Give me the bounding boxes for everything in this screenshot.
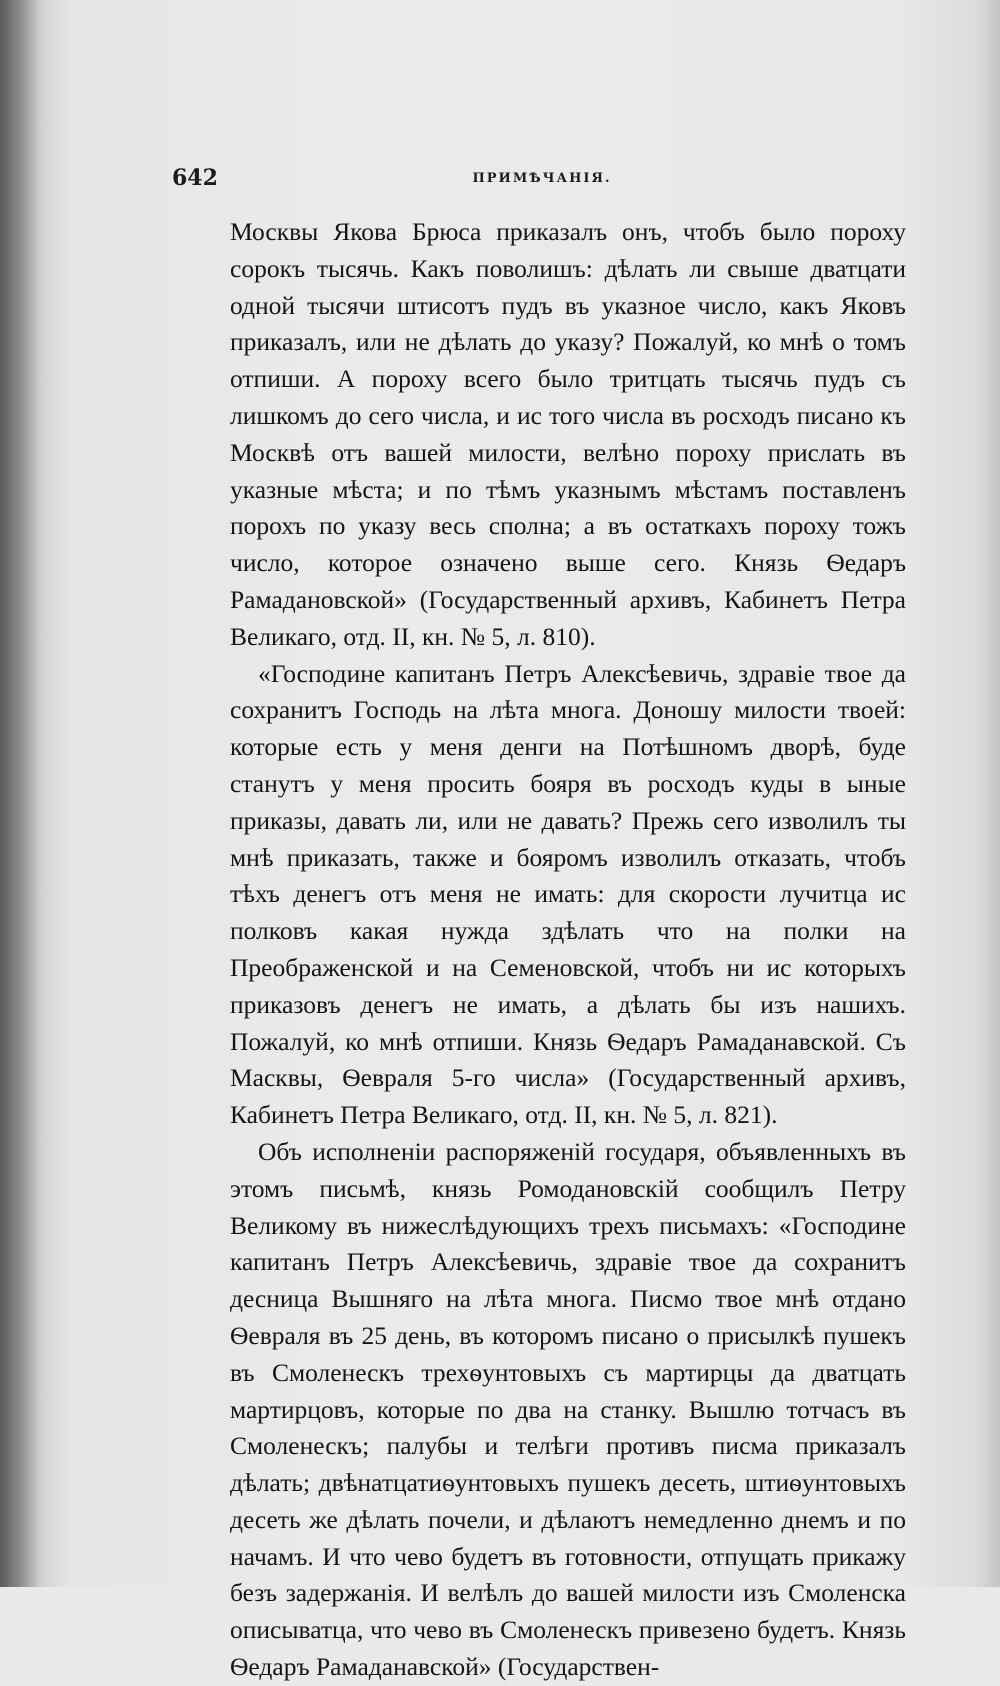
paragraph-1: Москвы Якова Брюса приказалъ онъ, чтобъ было пороху сорокъ тысячь. Какъ поволишъ: дѣлать ли свыше дватцати одной тысячи штисотъ пудъ въ указное число, какъ Яковъ приказалъ, или не дѣлать до указу? Пожалуй, ко мнѣ о томъ отпиши. А пороху всего было тритцать тысячь пудъ съ лишкомъ до сего числа, и ис того числа въ росходъ писано къ Москвѣ отъ вашей милости, велѣно пороху прислать въ указные мѣста; и по тѣмъ указнымъ мѣстамъ поставленъ порохъ по указу весь сполна; а въ остаткахъ пороху тожъ число, которое означено выше сего. Князь Ѳедаръ Рамадановской» (Государственный архивъ, Кабинетъ Петра Великаго, отд. II, кн. № 5, л. 810). (230, 217, 906, 651)
paragraph-2: «Господине капитанъ Петръ Алексѣевичь, здравіе твое да сохранитъ Господь на лѣта многа. Доношу милости твоей: которые есть у меня денги на Потѣшномъ дворѣ, буде станутъ у меня просить бояря въ росходъ куды в ыные приказы, давать ли, или не давать? Прежь сего изволилъ ты мнѣ приказать, также и бояромъ изволилъ отказать, чтобъ тѣхъ денегъ отъ меня не имать: для скорости лучитца ис полковъ какая нужда здѣлать что на полки на Преображенской и на Семеновской, чтобъ ни ис которыхъ приказовъ денегъ не имать, а дѣлать бы изъ нашихъ. Пожалуй, ко мнѣ отпиши. Князь Ѳедаръ Рамаданавской. Съ Масквы, Ѳевраля 5-го числа» (Государственный архивъ, Кабинетъ Петра Великаго, отд. II, кн. № 5, л. 821). (230, 658, 906, 1130)
text-body (230, 214, 906, 1686)
page-header (172, 165, 912, 195)
paragraph-3: Объ исполненіи распоряженій государя, объявленныхъ въ этомъ письмѣ, князь Ромодановскій сообщилъ Петру Великому въ нижеслѣдующихъ трехъ письмахъ: «Господине капитанъ Петръ Алексѣевичь, здравіе твое да сохранитъ десница Вышняго на лѣта многа. Писмо твое мнѣ отдано Ѳевраля въ 25 день, въ которомъ писано о присылкѣ пушекъ въ Смоленескъ трехѳунтовыхъ съ мартирцы да дватцать мартирцовъ, которые по два на станку. Вышлю тотчасъ въ Смоленескъ; палубы и телѣги противъ писма приказалъ дѣлать; двѣнатцатиѳунтовыхъ пушекъ десеть, штиѳунтовыхъ десеть же дѣлать почели, и дѣлаютъ немедленно днемъ и по начамъ. И что чево будетъ въ готовности, отпущать прикажу безъ задержанія. И велѣлъ до вашей милости изъ Смоленска описыватца, что чево въ Смоленескъ привезено будетъ. Князь Ѳедаръ Рамаданавской» (Государствен- (230, 1136, 906, 1682)
running-title: ПРИМѢЧАНІЯ. (472, 171, 612, 186)
page-number: 642 (172, 165, 218, 191)
